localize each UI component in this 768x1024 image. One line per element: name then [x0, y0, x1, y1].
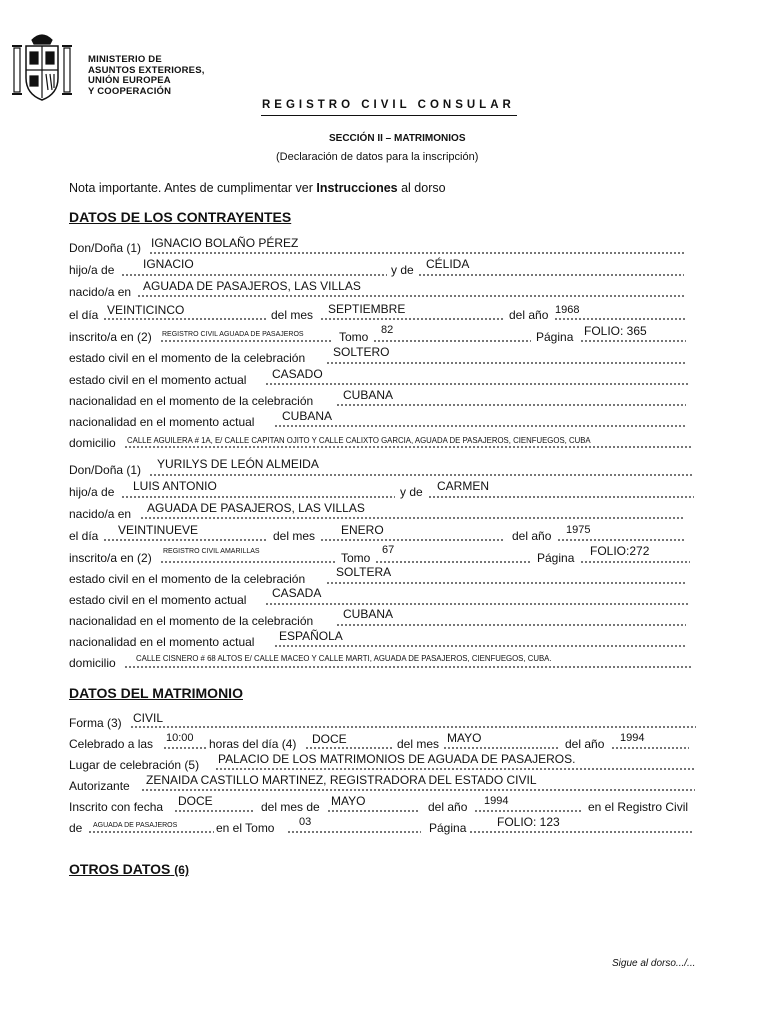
dotted-line — [160, 561, 335, 563]
label-celebrado-a-las: Celebrado a las — [69, 737, 154, 751]
dotted-line — [137, 295, 685, 297]
c1-mes-field[interactable]: SEPTIEMBRE — [328, 302, 406, 316]
dotted-line — [265, 383, 690, 385]
dotted-line — [121, 274, 387, 276]
dotted-line — [557, 539, 685, 541]
dotted-line — [141, 789, 695, 791]
label-hijo-de: hijo/a de — [69, 263, 115, 277]
dotted-line — [418, 274, 684, 276]
dotted-line — [160, 340, 333, 342]
dotted-line — [474, 810, 582, 812]
dotted-line — [305, 747, 394, 749]
dotted-line — [580, 561, 690, 563]
ministry-line: ASUNTOS EXTERIORES, — [88, 64, 205, 76]
coat-of-arms-icon — [10, 30, 74, 104]
dotted-line — [428, 496, 694, 498]
matrimonio-tomo-field[interactable]: 03 — [299, 816, 312, 828]
dotted-line — [326, 362, 686, 364]
label-don-dona: Don/Doña (1) — [69, 463, 142, 477]
dotted-line — [215, 768, 695, 770]
dotted-line — [124, 446, 692, 448]
heading-contrayentes: DATOS DE LOS CONTRAYENTES — [69, 209, 292, 225]
dotted-line — [274, 425, 686, 427]
dotted-line — [103, 318, 267, 320]
label-ec-celebracion: estado civil en el momento de la celebración — [69, 351, 306, 365]
otros-datos-label: OTROS DATOS — [69, 861, 171, 877]
c2-ec-celebracion-field[interactable]: SOLTERA — [336, 565, 392, 579]
heading-otros-datos — [69, 861, 189, 877]
label-nac-celebracion: nacionalidad en el momento de la celebración — [69, 614, 314, 628]
note-suffix: al dorso — [397, 181, 446, 195]
dotted-line — [163, 747, 207, 749]
c2-lugar-nacimiento-field[interactable]: AGUADA DE PASAJEROS, LAS VILLAS — [147, 501, 365, 515]
registro-de-field[interactable]: AGUADA DE PASAJEROS — [93, 822, 178, 829]
inscrito-mes-field[interactable]: MAYO — [331, 794, 366, 808]
label-domicilio: domicilio — [69, 436, 116, 450]
c1-tomo-field[interactable]: 82 — [381, 324, 394, 336]
important-note — [69, 181, 446, 195]
c1-pagina-field[interactable]: FOLIO: 365 — [584, 324, 647, 338]
label-inscrito-con-fecha: Inscrito con fecha — [69, 800, 164, 814]
dotted-line — [373, 340, 531, 342]
otros-datos-number: (6) — [174, 863, 189, 877]
matrimonio-autorizante-field[interactable]: ZENAIDA CASTILLO MARTINEZ, REGISTRADORA DEL ESTADO CIVIL — [146, 773, 537, 787]
c1-dia-field[interactable]: VEINTICINCO — [107, 303, 185, 317]
ministry-line: UNIÓN EUROPEA — [88, 75, 171, 86]
label-inscrito-en: inscrito/a en (2) — [69, 330, 152, 344]
label-y-de: y de — [391, 263, 414, 277]
page-title: REGISTRO CIVIL CONSULAR — [262, 99, 515, 111]
matrimonio-pagina-field[interactable]: FOLIO: 123 — [497, 815, 560, 829]
label-del-mes: del mes — [273, 529, 316, 543]
dotted-line — [121, 496, 395, 498]
label-del-mes: del mes — [271, 308, 314, 322]
dotted-line — [149, 252, 685, 254]
c1-nac-celebracion-field[interactable]: CUBANA — [343, 388, 394, 402]
heading-matrimonio: DATOS DEL MATRIMONIO — [69, 685, 243, 701]
dotted-line — [287, 831, 421, 833]
dotted-line — [580, 340, 686, 342]
label-ec-actual: estado civil en el momento actual — [69, 373, 247, 387]
label-tomo: Tomo — [341, 551, 371, 565]
continue-note: Sigue al dorso.../... — [612, 958, 696, 969]
matrimonio-dia-field[interactable]: DOCE — [312, 732, 347, 746]
c1-ec-actual-field[interactable]: CASADO — [272, 367, 323, 381]
section-title: SECCIÓN II – MATRIMONIOS — [329, 133, 466, 144]
label-del-anio: del año — [428, 800, 468, 814]
ministry-line: MINISTERIO DE — [88, 54, 162, 65]
c2-nac-celebracion-field[interactable]: CUBANA — [343, 607, 394, 621]
dotted-line — [554, 318, 685, 320]
label-pagina: Página — [537, 551, 575, 565]
matrimonio-forma-field[interactable]: CIVIL — [133, 711, 164, 725]
inscrito-dia-field[interactable]: DOCE — [178, 794, 213, 808]
label-forma: Forma (3) — [69, 716, 122, 730]
c2-mes-field[interactable]: ENERO — [341, 523, 384, 537]
dotted-line — [140, 517, 685, 519]
label-y-de: y de — [400, 485, 423, 499]
dotted-line — [149, 474, 694, 476]
c2-ec-actual-field[interactable]: CASADA — [272, 586, 322, 600]
label-tomo: Tomo — [339, 330, 369, 344]
dotted-line — [124, 666, 692, 668]
label-pagina: Página — [429, 821, 467, 835]
c2-registro-field[interactable]: REGISTRO CIVIL AMARILLAS — [163, 548, 260, 555]
label-el-dia: el día — [69, 308, 99, 322]
label-nac-actual: nacionalidad en el momento actual — [69, 415, 255, 429]
c1-ec-celebracion-field[interactable]: SOLTERO — [333, 345, 390, 359]
label-inscrito-en: inscrito/a en (2) — [69, 551, 152, 565]
label-del-anio: del año — [509, 308, 549, 322]
c2-dia-field[interactable]: VEINTINUEVE — [118, 523, 199, 537]
label-nac-actual: nacionalidad en el momento actual — [69, 635, 255, 649]
dotted-line — [611, 747, 689, 749]
dotted-line — [274, 645, 686, 647]
ministry-line: Y COOPERACIÓN — [88, 85, 172, 97]
label-domicilio: domicilio — [69, 656, 116, 670]
dotted-line — [375, 561, 532, 563]
label-lugar: Lugar de celebración (5) — [69, 758, 200, 772]
note-instructions: Instrucciones — [316, 181, 398, 195]
c1-anio-field[interactable]: 1968 — [555, 304, 580, 316]
c2-domicilio-field[interactable]: CALLE CISNERO # 68 ALTOS E/ CALLE MACEO Y CALLE MARTI, AGUADA DE PASAJEROS, CIENFUEGOS, CUBA. — [136, 654, 552, 663]
c1-padre-field[interactable]: IGNACIO — [143, 257, 194, 271]
label-ec-actual: estado civil en el momento actual — [69, 593, 247, 607]
inscrito-anio-field[interactable]: 1994 — [484, 795, 509, 807]
subtitle: (Declaración de datos para la inscripción) — [276, 151, 479, 163]
matrimonio-anio-field[interactable]: 1994 — [620, 732, 645, 744]
c1-nombre-field[interactable]: IGNACIO BOLAÑO PÉREZ — [151, 236, 299, 250]
label-nacido-en: nacido/a en — [69, 507, 132, 521]
label-del-anio: del año — [512, 529, 552, 543]
dotted-line — [88, 831, 214, 833]
dotted-line — [443, 747, 559, 749]
label-nacido-en: nacido/a en — [69, 285, 132, 299]
label-el-dia: el día — [69, 529, 99, 543]
c1-nac-actual-field[interactable]: CUBANA — [282, 409, 333, 423]
c2-nac-actual-field[interactable]: ESPAÑOLA — [279, 629, 343, 643]
dotted-line — [336, 404, 686, 406]
c2-anio-field[interactable]: 1975 — [566, 524, 591, 536]
label-en-registro-civil: en el Registro Civil — [588, 800, 689, 814]
label-del-mes: del mes — [397, 737, 440, 751]
label-pagina: Página — [536, 330, 574, 344]
c2-nombre-field[interactable]: YURILYS DE LEÓN ALMEIDA — [157, 457, 319, 471]
label-del-anio: del año — [565, 737, 605, 751]
dotted-line — [174, 810, 254, 812]
label-en-el-tomo: en el Tomo — [216, 821, 275, 835]
c2-tomo-field[interactable]: 67 — [382, 544, 395, 556]
dotted-line — [320, 318, 503, 320]
matrimonio-hora-field[interactable]: 10:00 — [166, 732, 194, 744]
dotted-line — [336, 624, 686, 626]
dotted-line — [103, 539, 267, 541]
c2-madre-field[interactable]: CARMEN — [437, 479, 490, 493]
label-del-mes-de: del mes de — [261, 800, 320, 814]
label-autorizante: Autorizante — [69, 779, 130, 793]
c1-lugar-nacimiento-field[interactable]: AGUADA DE PASAJEROS, LAS VILLAS — [143, 279, 361, 293]
dotted-line — [265, 603, 690, 605]
ministry-name — [88, 55, 205, 97]
matrimonio-mes-field[interactable]: MAYO — [447, 731, 482, 745]
label-de: de — [69, 821, 83, 835]
label-nac-celebracion: nacionalidad en el momento de la celebración — [69, 394, 314, 408]
dotted-line — [320, 539, 504, 541]
label-don-dona: Don/Doña (1) — [69, 241, 142, 255]
dotted-line — [327, 810, 420, 812]
c2-padre-field[interactable]: LUIS ANTONIO — [133, 479, 217, 493]
c1-madre-field[interactable]: CÉLIDA — [426, 257, 470, 271]
dotted-line — [326, 582, 686, 584]
c2-pagina-field[interactable]: FOLIO:272 — [590, 544, 650, 558]
title-underline — [261, 115, 517, 116]
label-ec-celebracion: estado civil en el momento de la celebración — [69, 572, 306, 586]
c1-registro-field[interactable]: REGISTRO CIVIL AGUADA DE PASAJEROS — [162, 331, 304, 338]
c1-domicilio-field[interactable]: CALLE AGUILERA # 1A, E/ CALLE CAPITAN OJITO Y CALLE CALIXTO GARCIA, AGUADA DE PASAJEROS, CIENFUEGOS, CUBA — [127, 436, 591, 445]
note-prefix: Nota importante. Antes de cumplimentar ver — [69, 181, 317, 195]
label-hijo-de: hijo/a de — [69, 485, 115, 499]
label-horas-del-dia: horas del día (4) — [209, 737, 297, 751]
dotted-line — [469, 831, 693, 833]
dotted-line — [130, 726, 696, 728]
matrimonio-lugar-field[interactable]: PALACIO DE LOS MATRIMONIOS DE AGUADA DE PASAJEROS. — [218, 752, 576, 766]
